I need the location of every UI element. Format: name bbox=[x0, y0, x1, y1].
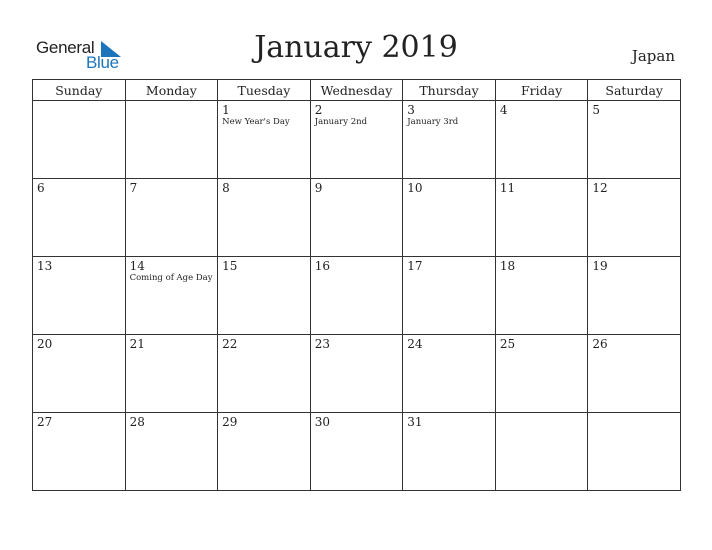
day-cell bbox=[125, 413, 218, 491]
day-number: 18 bbox=[499, 259, 516, 273]
day-number: 13 bbox=[37, 259, 53, 273]
day-cell bbox=[310, 335, 403, 413]
country-label: Japan bbox=[631, 47, 675, 65]
week-row bbox=[33, 335, 681, 413]
day-cell bbox=[310, 413, 403, 491]
day-cell bbox=[218, 257, 311, 335]
day-cell bbox=[125, 101, 218, 179]
calendar-grid bbox=[32, 79, 681, 491]
day-cell bbox=[588, 179, 681, 257]
day-number: 27 bbox=[37, 415, 53, 429]
day-cell bbox=[588, 335, 681, 413]
day-cell bbox=[403, 101, 496, 179]
day-number: 9 bbox=[314, 181, 323, 195]
week-row bbox=[33, 413, 681, 491]
day-cell bbox=[403, 257, 496, 335]
day-number: 26 bbox=[592, 337, 608, 351]
day-cell bbox=[33, 101, 126, 179]
weekday-header-wednesday: Wednesday bbox=[310, 80, 403, 101]
weekday-header-tuesday: Tuesday bbox=[218, 80, 311, 101]
day-cell bbox=[218, 413, 311, 491]
day-cell bbox=[125, 179, 218, 257]
day-cell bbox=[125, 257, 218, 335]
day-number: 29 bbox=[222, 415, 238, 429]
holiday-label: January 3rd bbox=[407, 117, 459, 127]
holiday-label: New Year's Day bbox=[222, 117, 290, 127]
day-cell bbox=[218, 179, 311, 257]
logo-text-blue: Blue bbox=[86, 53, 119, 72]
day-number: 25 bbox=[499, 337, 516, 351]
day-cell bbox=[33, 413, 126, 491]
day-number: 2 bbox=[314, 103, 323, 117]
day-cell bbox=[33, 179, 126, 257]
day-number: 23 bbox=[314, 337, 330, 351]
day-cell bbox=[495, 413, 588, 491]
day-number: 15 bbox=[222, 259, 238, 273]
weekday-header-row bbox=[33, 80, 681, 101]
day-number: 31 bbox=[407, 415, 423, 429]
day-number: 3 bbox=[407, 103, 415, 117]
day-cell bbox=[125, 335, 218, 413]
day-number: 5 bbox=[592, 103, 601, 117]
weekday-header-thursday: Thursday bbox=[403, 80, 496, 101]
day-number: 11 bbox=[499, 181, 516, 195]
day-cell bbox=[310, 101, 403, 179]
day-cell bbox=[310, 179, 403, 257]
day-cell bbox=[588, 413, 681, 491]
holiday-label: Coming of Age Day bbox=[129, 273, 213, 283]
day-cell bbox=[218, 335, 311, 413]
week-row bbox=[33, 257, 681, 335]
day-number: 20 bbox=[37, 337, 53, 351]
day-number: 16 bbox=[314, 259, 330, 273]
day-cell bbox=[218, 101, 311, 179]
day-number: 7 bbox=[129, 181, 138, 195]
day-cell bbox=[588, 257, 681, 335]
day-cell bbox=[495, 335, 588, 413]
day-number: 24 bbox=[407, 337, 423, 351]
day-cell bbox=[403, 413, 496, 491]
day-number: 21 bbox=[129, 337, 145, 351]
day-number: 30 bbox=[314, 415, 330, 429]
day-cell bbox=[310, 257, 403, 335]
day-cell bbox=[403, 335, 496, 413]
day-cell bbox=[33, 335, 126, 413]
calendar-body bbox=[33, 101, 681, 491]
weekday-header-monday: Monday bbox=[125, 80, 218, 101]
weekday-header-friday: Friday bbox=[495, 80, 588, 101]
day-number: 10 bbox=[407, 181, 423, 195]
day-number: 4 bbox=[499, 103, 508, 117]
calendar-title: January 2019 bbox=[254, 30, 458, 65]
day-number: 19 bbox=[592, 259, 608, 273]
weekday-header-sunday: Sunday bbox=[33, 80, 126, 101]
day-cell bbox=[495, 101, 588, 179]
day-cell bbox=[495, 179, 588, 257]
day-number: 28 bbox=[129, 415, 145, 429]
day-number: 8 bbox=[222, 181, 230, 195]
weekday-header-saturday: Saturday bbox=[588, 80, 681, 101]
day-number: 6 bbox=[37, 181, 45, 195]
day-number: 14 bbox=[129, 259, 145, 273]
day-cell bbox=[495, 257, 588, 335]
week-row bbox=[33, 179, 681, 257]
day-cell bbox=[403, 179, 496, 257]
day-number: 22 bbox=[222, 337, 238, 351]
day-number: 12 bbox=[592, 181, 608, 195]
week-row bbox=[33, 101, 681, 179]
holiday-label: January 2nd bbox=[314, 117, 368, 127]
day-number: 1 bbox=[222, 103, 230, 117]
day-number: 17 bbox=[407, 259, 423, 273]
day-cell bbox=[588, 101, 681, 179]
day-cell bbox=[33, 257, 126, 335]
logo-text-general: General bbox=[36, 38, 95, 57]
